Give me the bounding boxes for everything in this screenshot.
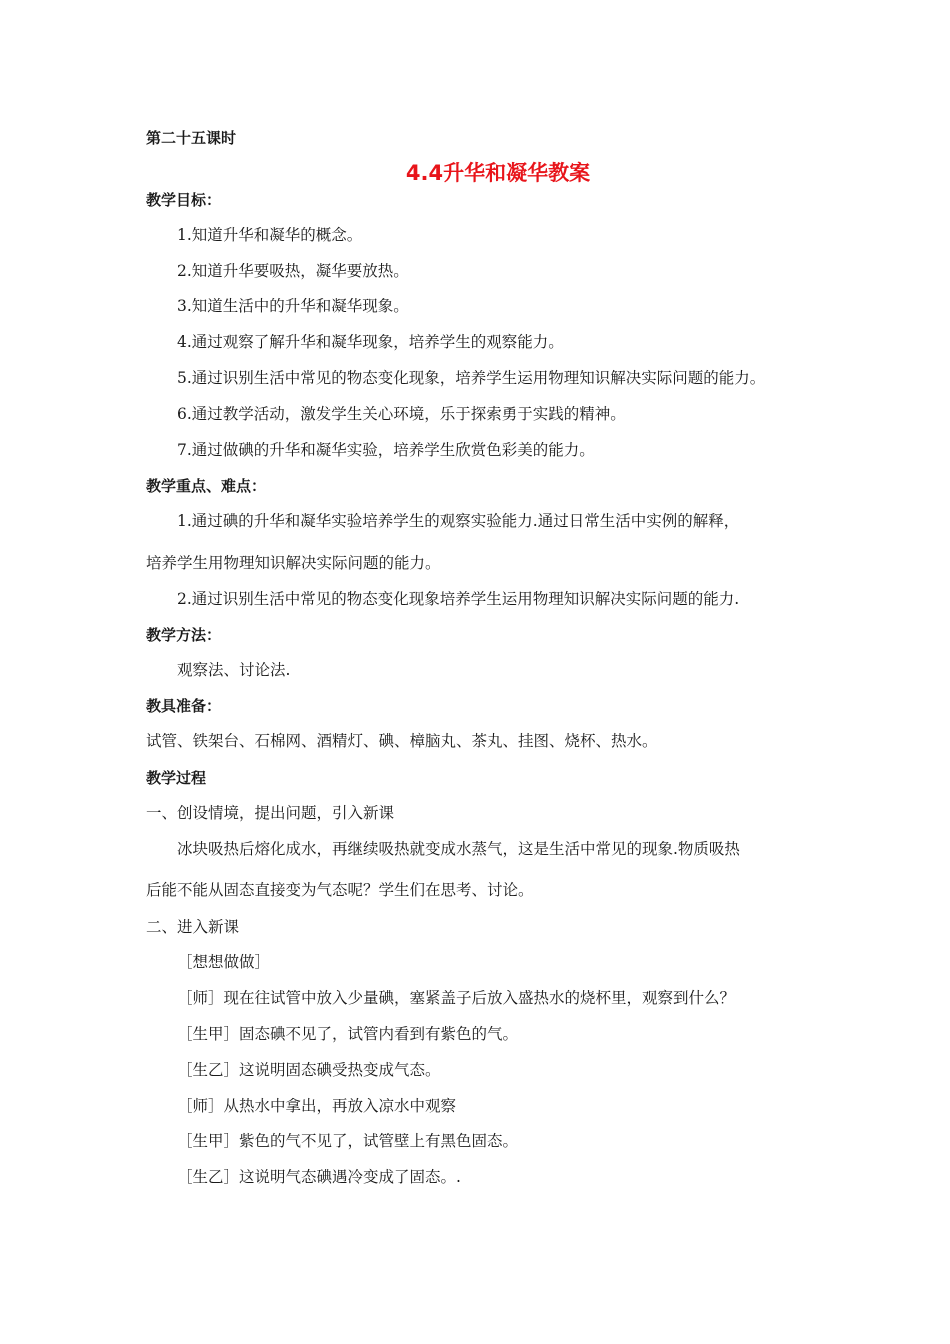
- activity-label: ［想想做做］: [177, 953, 271, 971]
- process-heading: 教学过程: [146, 769, 207, 787]
- key-points-heading: 教学重点、难点：: [146, 477, 267, 495]
- objective-item: 2.知道升华要吸热，凝华要放热。: [177, 262, 409, 280]
- objective-item: 5.通过识别生活中常见的物态变化现象，培养学生运用物理知识解决实际问题的能力。: [177, 369, 766, 387]
- equipment-text: 试管、铁架台、石棉网、酒精灯、碘、樟脑丸、茶丸、挂图、烧杯、热水。: [146, 732, 658, 750]
- section-heading: 二、进入新课: [146, 918, 240, 936]
- key-point-text: 培养学生用物理知识解决实际问题的能力。: [146, 554, 441, 572]
- objective-item: 7.通过做碘的升华和凝华实验，培养学生欣赏色彩美的能力。: [177, 441, 595, 459]
- dialogue-line: ［师］从热水中拿出，再放入凉水中观察: [177, 1097, 457, 1115]
- key-point-text: 2.通过识别生活中常见的物态变化现象培养学生运用物理知识解决实际问题的能力.: [177, 590, 740, 608]
- objective-item: 1.知道升华和凝华的概念。: [177, 226, 363, 244]
- dialogue-line: ［生乙］这说明气态碘遇冷变成了固态。.: [177, 1168, 461, 1186]
- dialogue-line: ［生甲］紫色的气不见了，试管壁上有黑色固态。: [177, 1132, 519, 1150]
- objectives-heading: 教学目标：: [146, 191, 222, 209]
- intro-text: 后能不能从固态直接变为气态呢？学生们在思考、讨论。: [146, 881, 534, 899]
- section-heading: 一、创设情境，提出问题，引入新课: [146, 804, 395, 822]
- objective-item: 4.通过观察了解升华和凝华现象，培养学生的观察能力。: [177, 333, 564, 351]
- lesson-label: 第二十五课时: [146, 129, 237, 147]
- objective-item: 6.通过教学活动，激发学生关心环境，乐于探索勇于实践的精神。: [177, 405, 626, 423]
- dialogue-line: ［生甲］固态碘不见了，试管内看到有紫色的气。: [177, 1025, 519, 1043]
- document-title: 4.4升华和凝华教案: [405, 161, 591, 185]
- key-point-text: 1.通过碘的升华和凝华实验培养学生的观察实验能力.通过日常生活中实例的解释，: [177, 512, 740, 530]
- methods-text: 观察法、讨论法.: [177, 661, 291, 679]
- equipment-heading: 教具准备：: [146, 697, 222, 715]
- dialogue-line: ［生乙］这说明固态碘受热变成气态。: [177, 1061, 441, 1079]
- intro-text: 冰块吸热后熔化成水，再继续吸热就变成水蒸气，这是生活中常见的现象.物质吸热: [177, 840, 740, 858]
- dialogue-line: ［师］现在往试管中放入少量碘，塞紧盖子后放入盛热水的烧杯里，观察到什么？: [177, 989, 736, 1007]
- objective-item: 3.知道生活中的升华和凝华现象。: [177, 297, 409, 315]
- methods-heading: 教学方法：: [146, 626, 222, 644]
